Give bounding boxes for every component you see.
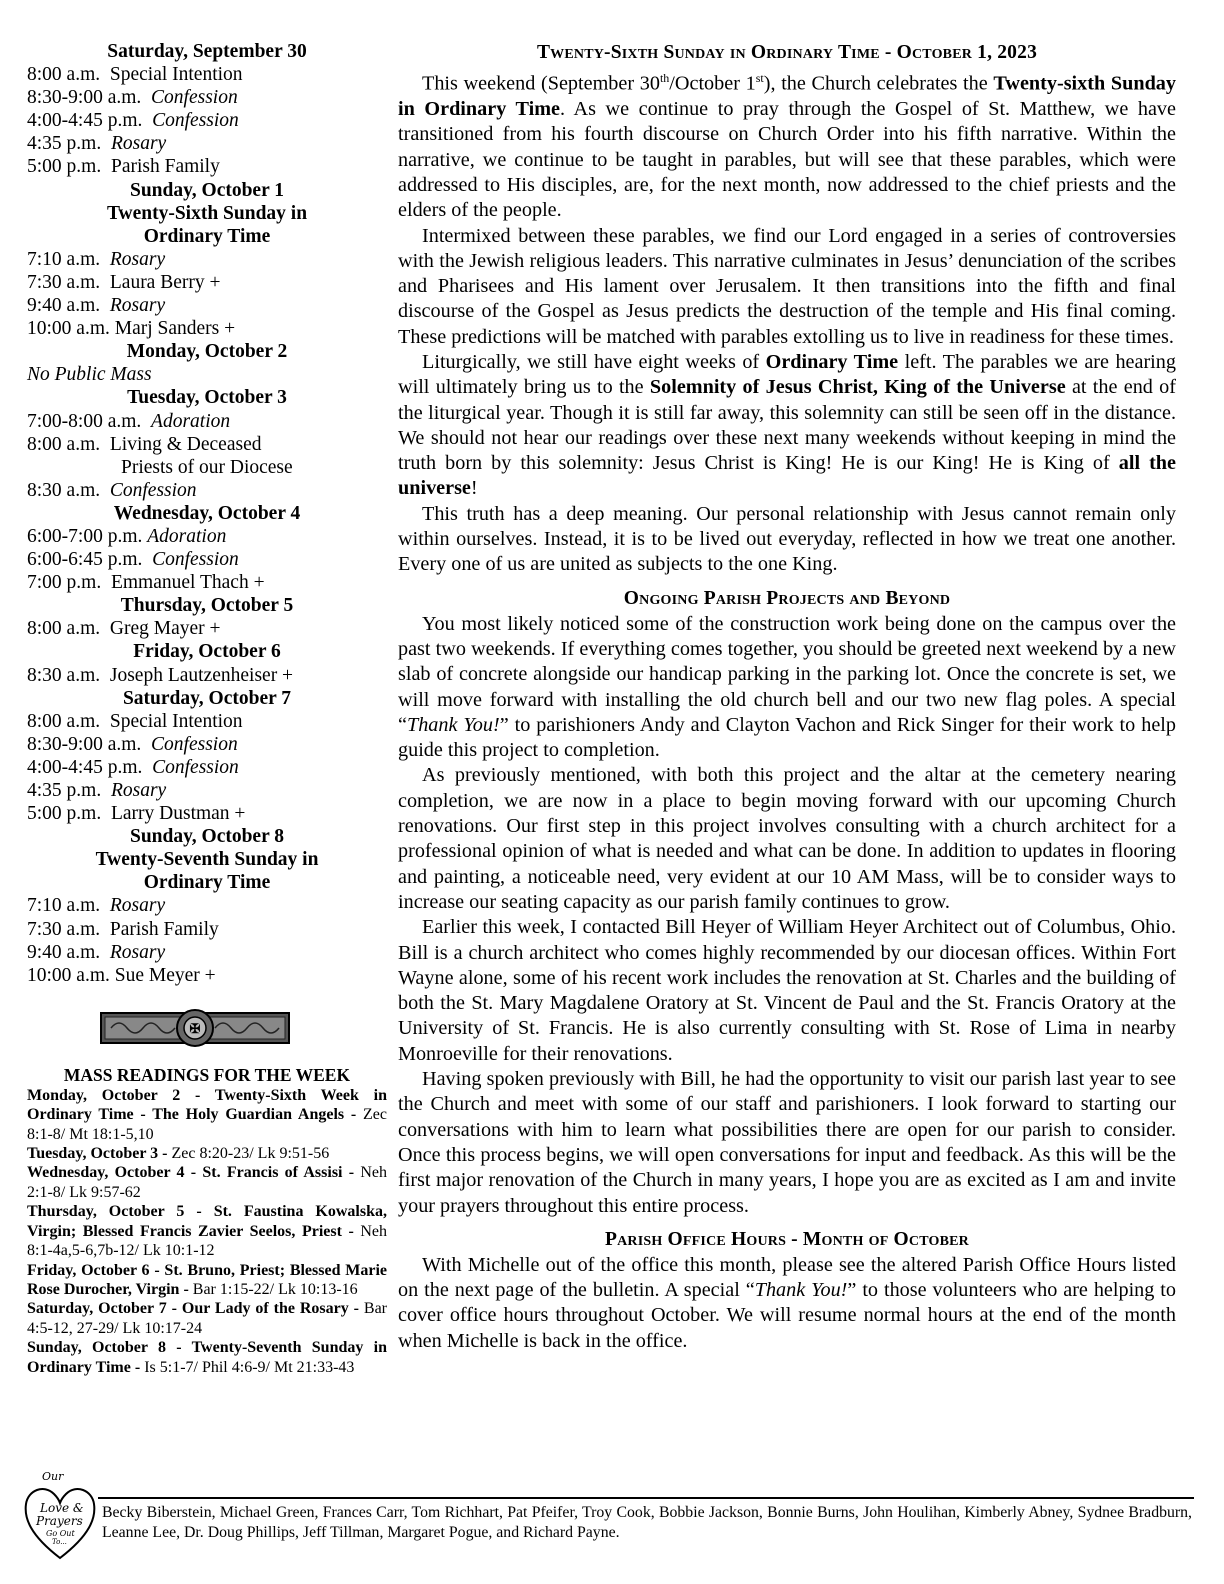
reading-references: Neh 8:1-4a,5-6,7b-12/ Lk 10:1-12 [27, 1222, 387, 1260]
reading-references: Zec 8:1-8/ Mt 18:1-5,10 [27, 1106, 387, 1143]
projects-paragraph-1: You most likely noticed some of the construction work being done on the campus over the past two weekends. If everything comes together, you should be greeted next weekend by a new slab of concrete alongside our handicap parking in the parking lot. Once the concrete is set, we will move forward with installing the old church bell and our two new flag poles. A special “Thank You!” to parishioners Andy and Clayton Vachon and Rick Singer for their work to help guide this project to completion. [398, 612, 1176, 762]
schedule-day-heading: Wednesday, October 4 [113, 502, 301, 524]
schedule-intention: Parish Family [110, 156, 220, 178]
reading-item [27, 1144, 387, 1163]
reading-day-title: Monday, October 2 - Twenty-Sixth Week in Ordinary Time - The Holy Guardian Angels - [27, 1086, 387, 1124]
schedule-day-heading: Twenty-Seventh Sunday in [95, 849, 319, 871]
schedule-time: 7:00-8:00 a.m. [27, 410, 152, 432]
reading-references: Zec 8:20-23/ Lk 9:51-56 [171, 1145, 330, 1163]
schedule-time: 4:00-4:45 p.m. [27, 110, 153, 132]
svg-text:Prayers: Prayers [36, 1514, 83, 1528]
mass-schedule [27, 40, 387, 987]
article-paragraph-3: Liturgically, we still have eight weeks of Ordinary Time left. The parables we are hearing will ultimately bring us to the Solemnity of Jesus Christ, King of the Universe at the end of the liturgical year. Though it is still far away, this solemnity can still be seen off in the distance. We should not hear our readings over these next many weekends without keeping in mind the truth born by this solemnity: Jesus Christ is King! He is our King! He is King of all the universe! [398, 351, 1176, 500]
schedule-intention: Larry Dustman + [110, 803, 246, 825]
reading-references: Bar 1:15-22/ Lk 10:13-16 [192, 1280, 358, 1298]
schedule-time: 8:30-9:00 a.m. [27, 87, 152, 109]
schedule-entry [27, 294, 387, 317]
svg-text:✠: ✠ [189, 1021, 201, 1037]
schedule-intention: Confession [151, 87, 238, 109]
schedule-entry [27, 363, 387, 386]
reading-references: Neh 2:1-8/ Lk 9:57-62 [27, 1164, 387, 1201]
schedule-entry [27, 964, 387, 987]
reading-day-title: Friday, October 6 - St. Bruno, Priest; Blessed Marie Rose Durocher, Virgin - [27, 1261, 387, 1298]
schedule-intention: Rosary [110, 133, 167, 155]
schedule-time: 4:00-4:45 p.m. [27, 756, 153, 778]
schedule-entry [27, 779, 387, 802]
schedule-intention: Marj Sanders + [114, 318, 236, 340]
schedule-intention: Parish Family [109, 918, 219, 940]
projects-paragraph-3: Earlier this week, I contacted Bill Heyer of William Heyer Architect out of Columbus, Ohio. Bill is a church architect who comes highly recommended by our diocesan offices. Within Fort Wayne alone, some of his recent work includes the renovation at St. Charles and the building of both the St. Mary Magdalene Oratory at St. Vincent de Paul and the St. Francis Oratory at the University of St. Francis. He is also currently consulting with St. Rose of Lima in nearby Monroeville for their renovations. [398, 916, 1176, 1065]
schedule-day-heading: Thursday, October 5 [120, 595, 294, 617]
schedule-day-heading: Saturday, September 30 [107, 41, 307, 62]
schedule-entry [27, 617, 387, 640]
schedule-intention: Rosary [109, 941, 166, 963]
readings-heading: MASS READINGS FOR THE WEEK [63, 1064, 351, 1085]
schedule-time: 8:00 a.m. [27, 710, 110, 732]
schedule-entry [27, 63, 387, 86]
svg-text:Love &: Love & [40, 1501, 84, 1515]
schedule-day-heading: Ordinary Time [143, 872, 271, 894]
reading-item [27, 1202, 387, 1260]
reading-item [27, 1299, 387, 1338]
schedule-time: 5:00 p.m. [27, 156, 111, 178]
schedule-time: 6:00-7:00 p.m. [27, 525, 148, 547]
article-title: Twenty-Sixth Sunday in Ordinary Time - October 1, 2023 [536, 42, 1038, 63]
schedule-day-heading: Friday, October 6 [133, 641, 281, 663]
schedule-intention: Rosary [109, 895, 166, 917]
schedule-time: 9:40 a.m. [27, 295, 110, 317]
right-column [398, 40, 1176, 1354]
article-paragraph-4: This truth has a deep meaning. Our personal relationship with Jesus cannot remain only within ourselves. Instead, it is to be lived out everyday, reflected in how we treat one another. Every one of us are united as subjects to the one King. [398, 502, 1176, 576]
decorative-ornament-icon [99, 1005, 291, 1051]
projects-paragraph-4: Having spoken previously with Bill, he had the opportunity to visit our parish last year to see the Church and meet with some of our staff and parishioners. I look forward to starting our conversations with him to learn what possibilities there are open for our parish to consider. Once this process begins, we will open conversations for input and feedback. As this will be the first major renovation of the Church in many years, I hope you are as excited as I am and invite your prayers throughout this entire process. [398, 1068, 1176, 1217]
schedule-time: 7:10 a.m. [27, 248, 110, 270]
reading-day-title: Sunday, October 8 - Twenty-Seventh Sunday in Ordinary Time - [27, 1339, 387, 1376]
schedule-entry [27, 710, 387, 733]
schedule-time: 8:30 a.m. [27, 479, 110, 501]
schedule-intention: Rosary [109, 248, 166, 270]
schedule-intention: Special Intention [109, 64, 243, 86]
schedule-intention: Greg Mayer + [109, 618, 221, 640]
article-paragraph-1: This weekend (September 30th/October 1st), the Church celebrates the Twenty-sixth Sunday in Ordinary Time. As we continue to pray through the Gospel of St. Matthew, we have transitioned from his fourth discourse on Church Order into his fifth narrative. Within the narrative, we continue to be taught in parables, but will see that these parables, which were addressed to His disciples, are, for the next month, now addressed to the chief priests and the elders of the people. [398, 71, 1176, 222]
schedule-intention: Priests of our Diocese [121, 456, 293, 478]
schedule-entry [27, 664, 387, 687]
schedule-day-heading: Ordinary Time [143, 225, 271, 247]
schedule-intention: Laura Berry + [109, 271, 221, 293]
schedule-entry [27, 132, 387, 155]
schedule-time: 8:30 a.m. [27, 664, 110, 686]
schedule-time: 7:00 p.m. [27, 572, 111, 594]
schedule-time: 5:00 p.m. [27, 803, 111, 825]
schedule-entry [27, 802, 387, 825]
left-column [27, 40, 387, 1377]
schedule-intention: Adoration [151, 410, 231, 432]
schedule-time: 7:10 a.m. [27, 895, 110, 917]
schedule-entry [27, 894, 387, 917]
schedule-entry [27, 941, 387, 964]
svg-text:Our: Our [42, 1470, 64, 1483]
schedule-time: 10:00 a.m. [27, 318, 115, 340]
schedule-intention: Sue Meyer + [114, 964, 216, 986]
schedule-intention: Confession [152, 549, 239, 571]
schedule-time: 10:00 a.m. [27, 964, 115, 986]
reading-day-title: Thursday, October 5 - St. Faustina Kowalska, Virgin; Blessed Francis Zavier Seelos, Priest - [27, 1203, 387, 1240]
schedule-entry [27, 525, 387, 548]
schedule-intention: Rosary [109, 295, 166, 317]
reading-item [27, 1261, 387, 1300]
svg-text:Go Out: Go Out [46, 1529, 75, 1538]
reading-references: Is 5:1-7/ Phil 4:6-9/ Mt 21:33-43 [144, 1358, 355, 1376]
schedule-entry [27, 479, 387, 502]
article-paragraph-2: Intermixed between these parables, we find our Lord engaged in a series of controversies with the Jewish religious leaders. This narrative culminates in Jesus’ denunciation of the scribes and Pharisees and His lament over Jerusalem. It then transitions into the fifth and final discourse of the Gospel as Jesus predicts the destruction of the temple and His final coming. These predictions will be matched with parables extolling us to live in readiness for these times. [398, 224, 1176, 348]
schedule-intention: Emmanuel Thach + [110, 572, 265, 594]
schedule-entry [27, 548, 387, 571]
schedule-entry [27, 918, 387, 941]
schedule-intention: Confession [151, 733, 238, 755]
schedule-time: 8:00 a.m. [27, 618, 110, 640]
schedule-day-heading: Monday, October 2 [126, 341, 288, 363]
schedule-intention: Living & Deceased [109, 433, 262, 455]
readings-list [27, 1086, 387, 1377]
prayer-list-names: Becky Biberstein, Michael Green, Frances Carr, Tom Richhart, Pat Pfeifer, Troy Cook, Bobbie Jackson, Bonnie Burns, John Houlihan, Kimberly Abney, Sydnee Bradburn, Leanne Lee, Dr. Doug Phillips, Jeff Tillman, Margaret Pogue, and Richard Payne. [102, 1504, 1192, 1541]
schedule-entry [27, 271, 387, 294]
reading-item [27, 1163, 387, 1202]
schedule-time: 8:00 a.m. [27, 433, 110, 455]
schedule-entry [27, 410, 387, 433]
schedule-day-heading: Sunday, October 8 [129, 826, 285, 848]
schedule-entry [27, 456, 387, 479]
office-hours-title: Parish Office Hours - Month of October [605, 1228, 969, 1250]
schedule-time: 7:30 a.m. [27, 271, 110, 293]
schedule-entry [27, 317, 387, 340]
schedule-entry [27, 86, 387, 109]
projects-paragraph-2: As previously mentioned, with both this project and the altar at the cemetery nearing completion, we are now in a place to begin moving forward with our upcoming Church renovations. Our first step in this project involves consulting with a church architect for a professional opinion of what is needed and what can be done. In addition to updates in flooring and painting, a noticeable need, very evident at our 10 AM Mass, will be to consider ways to increase our seating capacity as our parish family continues to grow. [398, 764, 1176, 913]
reading-references: Bar 4:5-12, 27-29/ Lk 10:17-24 [27, 1300, 387, 1337]
schedule-entry [27, 756, 387, 779]
schedule-intention: Confession [152, 756, 239, 778]
love-and-prayers-heart-logo [20, 1470, 100, 1565]
schedule-time: 9:40 a.m. [27, 941, 110, 963]
schedule-entry [27, 571, 387, 594]
schedule-time: 6:00-6:45 p.m. [27, 549, 153, 571]
schedule-day-heading: Saturday, October 7 [122, 687, 292, 709]
schedule-intention: Joseph Lautzenheiser + [109, 664, 294, 686]
reading-day-title: Tuesday, October 3 - [27, 1145, 172, 1163]
schedule-day-heading: Sunday, October 1 [129, 179, 285, 201]
schedule-day-heading: Twenty-Sixth Sunday in [106, 202, 308, 224]
footer-divider [98, 1497, 1194, 1499]
schedule-time: 8:30-9:00 a.m. [27, 733, 152, 755]
schedule-intention: Rosary [110, 780, 167, 801]
schedule-entry [27, 248, 387, 271]
projects-title: Ongoing Parish Projects and Beyond [623, 587, 951, 609]
reading-day-title: Wednesday, October 4 - St. Francis of Assisi - [27, 1164, 361, 1182]
reading-day-title: Saturday, October 7 - Our Lady of the Rosary - [27, 1300, 364, 1318]
schedule-day-heading: Tuesday, October 3 [127, 387, 287, 409]
schedule-entry [27, 155, 387, 178]
svg-text:To...: To... [52, 1538, 67, 1546]
office-hours-paragraph: With Michelle out of the office this month, please see the altered Parish Office Hours listed on the next page of the bulletin. A special “Thank You!” to those volunteers who are helping to cover office hours throughout October. We will resume normal hours at the end of the month when Michelle is back in the office. [398, 1253, 1177, 1352]
schedule-entry [27, 109, 387, 132]
schedule-intention: No Public Mass [27, 364, 152, 386]
schedule-entry [27, 433, 387, 456]
schedule-entry [27, 733, 387, 756]
schedule-time: 4:35 p.m. [27, 780, 111, 801]
schedule-intention: Special Intention [109, 710, 243, 732]
schedule-time: 4:35 p.m. [27, 133, 111, 155]
schedule-intention: Confession [109, 479, 197, 501]
schedule-time: 8:00 a.m. [27, 64, 110, 86]
reading-item [27, 1086, 387, 1144]
schedule-intention: Adoration [147, 525, 227, 547]
schedule-intention: Confession [152, 110, 239, 132]
reading-item [27, 1338, 387, 1377]
schedule-time: 7:30 a.m. [27, 918, 110, 940]
